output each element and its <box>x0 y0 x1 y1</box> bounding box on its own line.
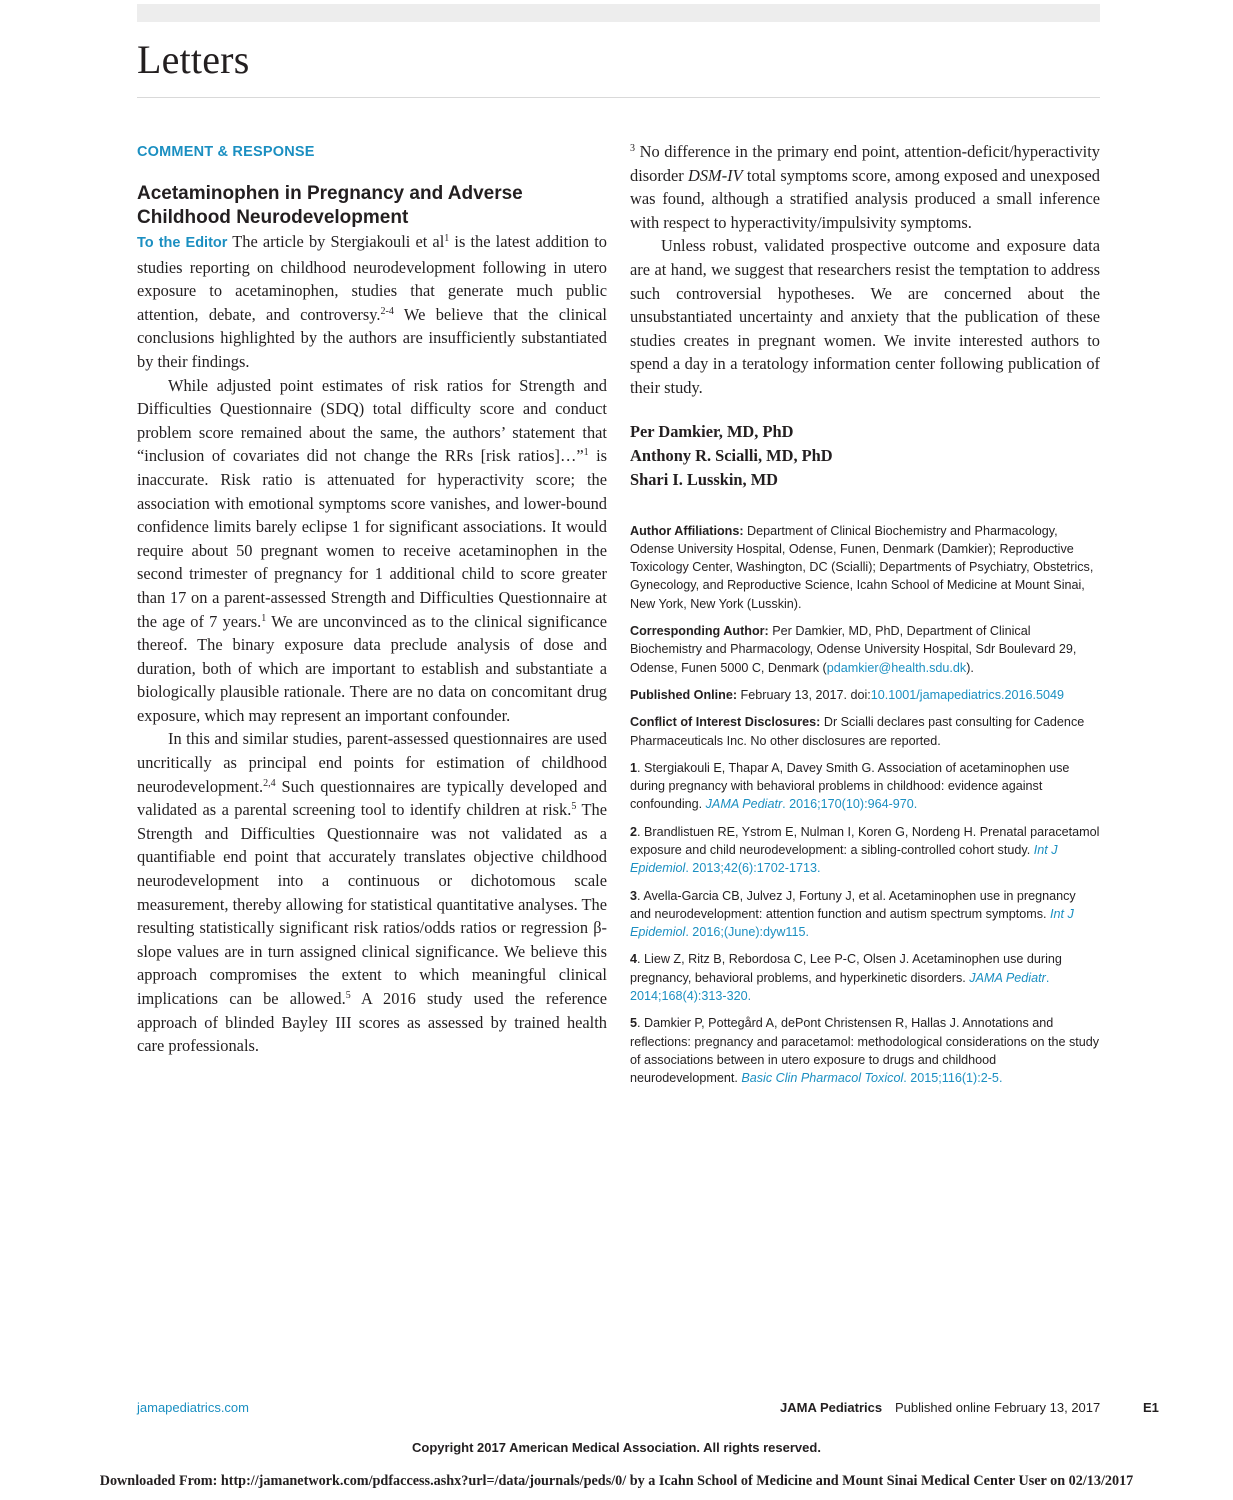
reference-citation-link[interactable]: . 2014;168(4):313-320 <box>630 970 1050 1004</box>
paragraph-2 <box>137 374 607 728</box>
corresponding-author <box>630 622 1100 677</box>
reference-text: . Damkier P, Pottegård A, dePont Christensen R, Hallas J. Annotations and reflections: pregnancy and paracetamol: methodological considerations on the study of associations between in utero exposure to drugs and childhood neurodevelopment. <box>630 1016 1100 1086</box>
citation[interactable]: 2,4 <box>263 777 276 789</box>
text-run-italic: DSM-IV <box>688 165 743 185</box>
author-name: Anthony R. Scialli, MD, PhD <box>630 445 833 465</box>
text-run: A 2016 study used the reference approach of blinded Bayley III scores as assessed by trained health care professionals. <box>137 989 607 1056</box>
reference-number: 4 <box>630 952 638 967</box>
reference-journal-link[interactable]: Int J Epidemiol <box>630 842 1058 876</box>
text-run: is the latest addition to studies reporting on childhood neurodevelopment following in utero exposure to acetaminophen, studies that generate much public attention, debate, and controversy. <box>137 232 607 324</box>
footer-date: Published online February 13, 2017 <box>895 1400 1101 1415</box>
text-run: We believe that the clinical conclusions highlighted by the authors are insufficiently substantiated by their findings. <box>137 304 607 371</box>
reference-end: . <box>998 1071 1003 1086</box>
copyright-notice: Copyright 2017 American Medical Association. All rights reserved. <box>412 1440 821 1455</box>
reference-journal-link[interactable]: JAMA Pediatr <box>969 970 1046 985</box>
footer-journal: JAMA Pediatrics <box>780 1400 883 1415</box>
reference-journal-link[interactable]: Int J Epidemiol <box>630 906 1074 940</box>
page-number: E1 <box>1143 1400 1159 1415</box>
reference-number: 3 <box>630 888 638 903</box>
reference-citation-link[interactable]: . 2015;116(1):2-5 <box>903 1071 999 1086</box>
citation[interactable]: 5 <box>571 801 577 813</box>
citation[interactable]: 2-4 <box>380 305 394 317</box>
paragraph-3-part-1 <box>137 727 607 1057</box>
reference-item <box>630 887 1100 942</box>
download-notice: Downloaded From: http://jamanetwork.com/pdfaccess.ashx?url=/data/journals/peds/0/ by a Icahn School of Medicine and Mount Sinai Medical Center User on 02/13/2017 <box>99 1473 1134 1489</box>
published-online <box>630 686 1100 704</box>
reference-item <box>630 823 1100 878</box>
article-meta <box>630 522 1100 1088</box>
right-column <box>630 140 1100 1088</box>
reference-text: . Liew Z, Ritz B, Rebordosa C, Lee P-C, Olsen J. Acetaminophen use during pregnancy, behavioral problems, and hyperkinetic disorders. <box>630 952 1062 985</box>
footer-site-link[interactable]: jamapediatrics.com <box>137 1400 249 1415</box>
reference-citation-link[interactable]: . 2016;170(10):964-970 <box>782 797 914 812</box>
meta-text: Dr Scialli declares past consulting for Cadence Pharmaceuticals Inc. No other disclosures are reported. <box>630 715 1085 748</box>
text-run: Such questionnaires are typically developed and validated as a parental screening tool to identify children at risk. <box>137 776 607 820</box>
meta-label: Published Online: <box>630 687 738 702</box>
meta-label: Author Affiliations: <box>630 523 744 538</box>
article-body-right <box>630 140 1100 400</box>
reference-item <box>630 1014 1100 1087</box>
text-run: No difference in the primary end point, attention-deficit/hyperactivity disorder <box>630 142 1100 185</box>
reference-citation-link[interactable]: . 2013;42(6):1702-1713 <box>685 861 817 876</box>
meta-text: ). <box>966 660 974 675</box>
citation[interactable]: 3 <box>630 143 635 154</box>
author-affiliations <box>630 522 1100 613</box>
citation[interactable]: 1 <box>444 233 450 244</box>
author-name: Per Damkier, MD, PhD <box>630 421 794 441</box>
meta-label: Conflict of Interest Disclosures: <box>630 715 821 730</box>
text-run: We are unconvinced as to the clinical significance thereof. The binary exposure data preclude analysis of dose and duration, both of which are important to establish and substantiate a biologically plausible rationale. There are no data on concomitant drug exposure, which may represent an important confounder. <box>137 611 607 725</box>
reference-text: . Stergiakouli E, Thapar A, Davey Smith G. Association of acetaminophen use during pregnancy with behavioral problems in childhood: evidence against confounding. <box>630 760 1070 812</box>
lead-in: To the Editor <box>137 235 228 251</box>
reference-item <box>630 950 1100 1005</box>
citation[interactable]: 5 <box>345 990 351 1001</box>
paragraph-3-part-2 <box>630 140 1100 234</box>
left-column <box>137 140 607 1058</box>
meta-text: Department of Clinical Biochemistry and Pharmacology, Odense University Hospital, Odense, Funen, Denmark (Damkier); Reproductive Toxicology Center, Washington, DC (Scialli); Departments of Psychiatry, Obstetrics, Gynecology, and Reproductive Science, Icahn School of Medicine at Mount Sinai, New York, New York (Lusskin). <box>630 523 1094 611</box>
text-run: While adjusted point estimates of risk ratios for Strength and Difficulties Questionnaire (SDQ) total difficulty score and conduct problem score remained about the same, the authors’ statement that “inclusion of covariates did not change the RRs [risk ratios]…” <box>137 375 607 466</box>
meta-text: Per Damkier, MD, PhD, Department of Clinical Biochemistry and Pharmacology, Odense University Hospital, Sdr Boulevard 29, Odense, Funen 5000 C, Denmark ( <box>630 624 1077 675</box>
text-run: The article by Stergiakouli et al <box>227 232 445 251</box>
paragraph-1 <box>137 230 607 374</box>
reference-number: 1 <box>630 760 638 775</box>
text-run: The Strength and Difficulties Questionnaire was not validated as a quantifiable end point that accurately translates objective childhood neurodevelopment into a continuous or dichotomous scale measurement, thereby allowing for statistical quantitative analyses. The resulting statistically significant risk ratios/odds ratios or regression β-slope values are in turn assigned clinical significance. We believe this approach compromises the extent to which meaningful clinical implications can be allowed. <box>137 800 607 1008</box>
citation[interactable]: 1 <box>261 612 267 624</box>
reference-end: . <box>913 797 918 812</box>
reference-text: . Brandlistuen RE, Ystrom E, Nulman I, Koren G, Nordeng H. Prenatal paracetamol exposure and child neurodevelopment: a sibling-controlled cohort study. <box>630 824 1100 857</box>
text-run: In this and similar studies, parent-assessed questionnaires are used uncritically as principal end points for estimation of childhood neurodevelopment. <box>137 729 607 796</box>
conflict-disclosures <box>630 713 1100 750</box>
text-run: is inaccurate. Risk ratio is attenuated for hyperactivity score; the association with emotional symptoms score vanishes, and lower-bound confidence limits barely eclipse 1 for significant associations. It would require about 50 pregnant women to receive acetaminophen in the second trimester of pregnancy for 1 additional child to score greater than 17 on a parent-assessed Strength and Difficulties Questionnaire at the age of 7 years. <box>137 446 608 631</box>
reference-citation-link[interactable]: . 2016;(June):dyw115 <box>685 925 806 940</box>
meta-label: Corresponding Author: <box>630 624 769 639</box>
text-run: total symptoms score, among exposed and unexposed was found, although a stratified analysis produced a small inference with respect to hyperactivity/impulsivity symptoms. <box>630 165 1100 232</box>
article-kicker: COMMENT & RESPONSE <box>137 144 315 160</box>
reference-end: . <box>816 861 821 876</box>
title-divider <box>137 97 1100 98</box>
author-list <box>630 420 1100 492</box>
doi-link[interactable]: 10.1001/jamapediatrics.2016.5049 <box>870 687 1065 702</box>
reference-journal-link[interactable]: JAMA Pediatr <box>705 797 783 812</box>
reference-item <box>630 759 1100 814</box>
citation[interactable]: 1 <box>583 447 589 459</box>
article-body-left <box>137 230 607 1058</box>
section-title: Letters <box>137 37 250 82</box>
paragraph-4: Unless robust, validated prospective outcome and exposure data are at hand, we suggest that researchers resist the temptation to address such controversial hypotheses. We are concerned about the unsubstantiated uncertainty and anxiety that the publication of these studies creates in pregnant women. We invite interested authors to spend a day in a teratology information center following publication of their study. <box>630 236 1100 397</box>
reference-number: 5 <box>630 1016 638 1031</box>
reference-number: 2 <box>630 824 638 839</box>
reference-journal-link[interactable]: Basic Clin Pharmacol Toxicol <box>741 1071 904 1086</box>
email-link[interactable]: pdamkier@health.sdu.dk <box>826 660 967 675</box>
author-name: Shari I. Lusskin, MD <box>630 469 779 489</box>
header-bar <box>137 4 1100 22</box>
meta-text: February 13, 2017. doi: <box>737 687 871 702</box>
reference-text: . Avella-Garcia CB, Julvez J, Fortuny J, et al. Acetaminophen use in pregnancy and neurodevelopment: attention function and autism spectrum symptoms. <box>630 888 1076 921</box>
article-title: Acetaminophen in Pregnancy and Adverse Childhood Neurodevelopment <box>137 183 523 228</box>
reference-end: . <box>805 925 809 940</box>
reference-end: . <box>747 989 752 1004</box>
